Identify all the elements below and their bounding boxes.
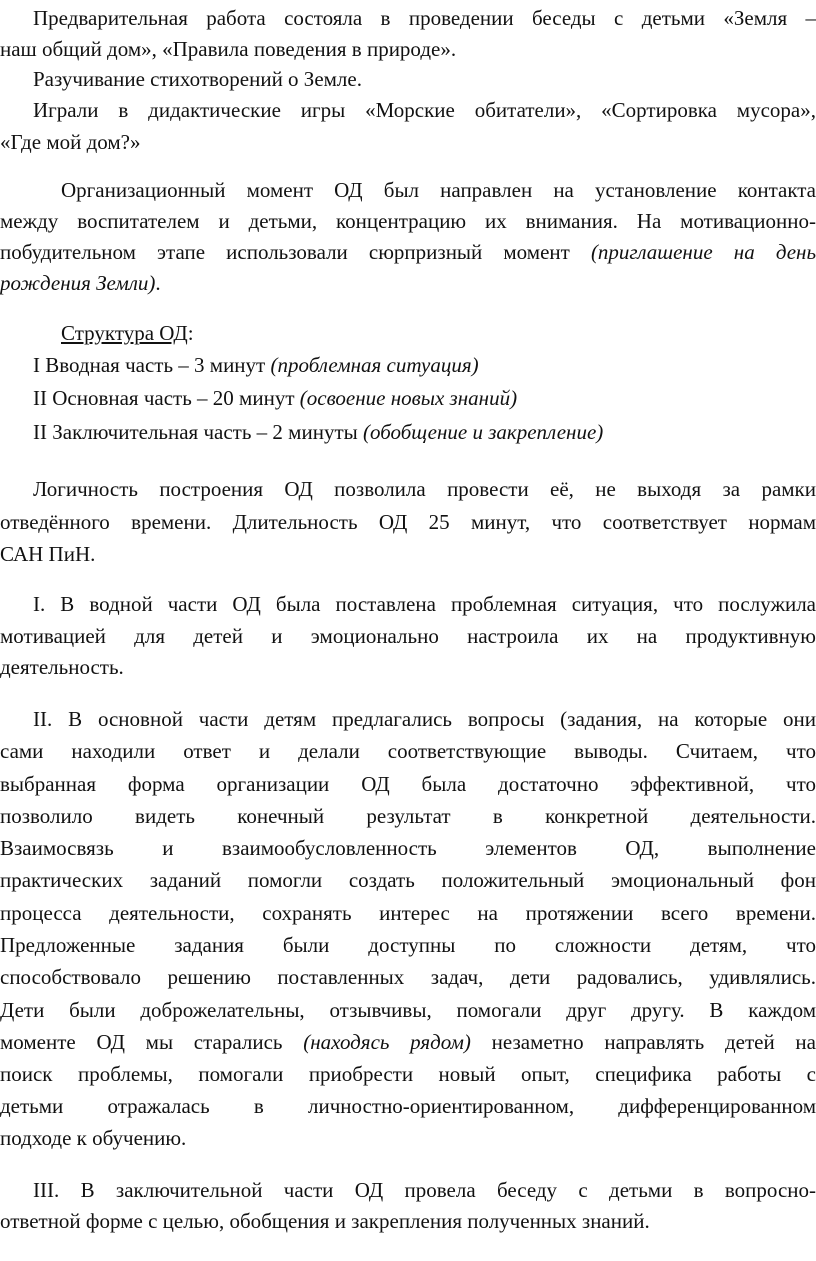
text-line: Предложенные задания были доступны по сложности детям, что [0,933,816,957]
text-line: сами находили ответ и делали соответствующие выводы. Считаем, что [0,739,816,763]
text-line: детьми отражалась в личностно-ориентированном, дифференцированном [0,1094,816,1118]
text-line: Взаимосвязь и взаимообусловленность элементов ОД, выполнение [0,836,816,860]
text-line: Организационный момент ОД был направлен на установление контакта [61,178,816,202]
text-span: побудительном этапе использовали сюрпризный момент [0,240,570,264]
text-line: мотивацией для детей и эмоционально настроила их на продуктивную [0,624,816,648]
text-span: . [155,271,161,295]
text-line: САН ПиН. [0,542,96,566]
text-line: ответной форме с целью, обобщения и закрепления полученных знаний. [0,1209,650,1233]
text-line: наш общий дом», «Правила поведения в природе». [0,37,457,61]
text-line: процесса деятельности, сохранять интерес на протяжении всего времени. [0,901,816,925]
text-line [0,268,816,298]
text-span: I Вводная часть – 3 минут [33,353,266,377]
italic-text: (обобщение и закрепление) [362,420,604,444]
text-line: подходе к обучению. [0,1126,187,1150]
text-span: : [187,321,194,345]
text-line: III. В заключительной части ОД провела беседу с детьми в вопросно- [33,1178,816,1202]
text-span: II Заключительная часть – 2 минуты [33,420,358,444]
text-span: моменте ОД мы старались [0,1030,283,1054]
text-line: деятельность. [0,655,124,679]
text-line [0,1027,816,1057]
text-line: отведённого времени. Длительность ОД 25 минут, что соответствует нормам [0,510,816,534]
italic-text: (освоение новых знаний) [299,386,518,410]
text-line: Предварительная работа состояла в проведении беседы с детьми «Земля – [33,6,816,30]
text-line: позволило видеть конечный результат в конкретной деятельности. [0,804,816,828]
text-line: Логичность построения ОД позволила провести её, не выходя за рамки [33,477,816,501]
italic-text: рождения Земли) [0,271,156,295]
text-line: «Где мой дом?» [0,130,141,154]
text-line: между воспитателем и детьми, концентрацию их внимания. На мотивационно- [0,209,816,233]
list-item [0,417,816,447]
text-line: способствовало решению поставленных задач, дети радовались, удивлялись. [0,965,816,989]
text-line: Играли в дидактические игры «Морские обитатели», «Сортировка мусора», [33,98,816,122]
list-item [0,383,816,413]
section-heading [0,318,816,348]
text-line: практических заданий помогли создать положительный эмоциональный фон [0,868,816,892]
text-line: выбранная форма организации ОД была достаточно эффективной, что [0,772,816,796]
text-line: Разучивание стихотворений о Земле. [33,67,362,91]
text-line [0,237,816,267]
text-line: поиск проблемы, помогали приобрести новый опыт, специфика работы с [0,1062,816,1086]
italic-text: (приглашение на день [590,240,816,264]
italic-text: (проблемная ситуация) [270,353,479,377]
text-span: II Основная часть – 20 минут [33,386,295,410]
text-line: II. В основной части детям предлагались вопросы (задания, на которые они [33,707,816,731]
structure-heading: Структура ОД [61,321,188,345]
text-line: Дети были доброжелательны, отзывчивы, помогали друг другу. В каждом [0,998,816,1022]
text-line: I. В водной части ОД была поставлена проблемная ситуация, что послужила [33,592,816,616]
italic-text: (находясь рядом) [303,1030,471,1054]
text-span: незаметно направлять детей на [491,1030,816,1054]
list-item [0,350,816,380]
